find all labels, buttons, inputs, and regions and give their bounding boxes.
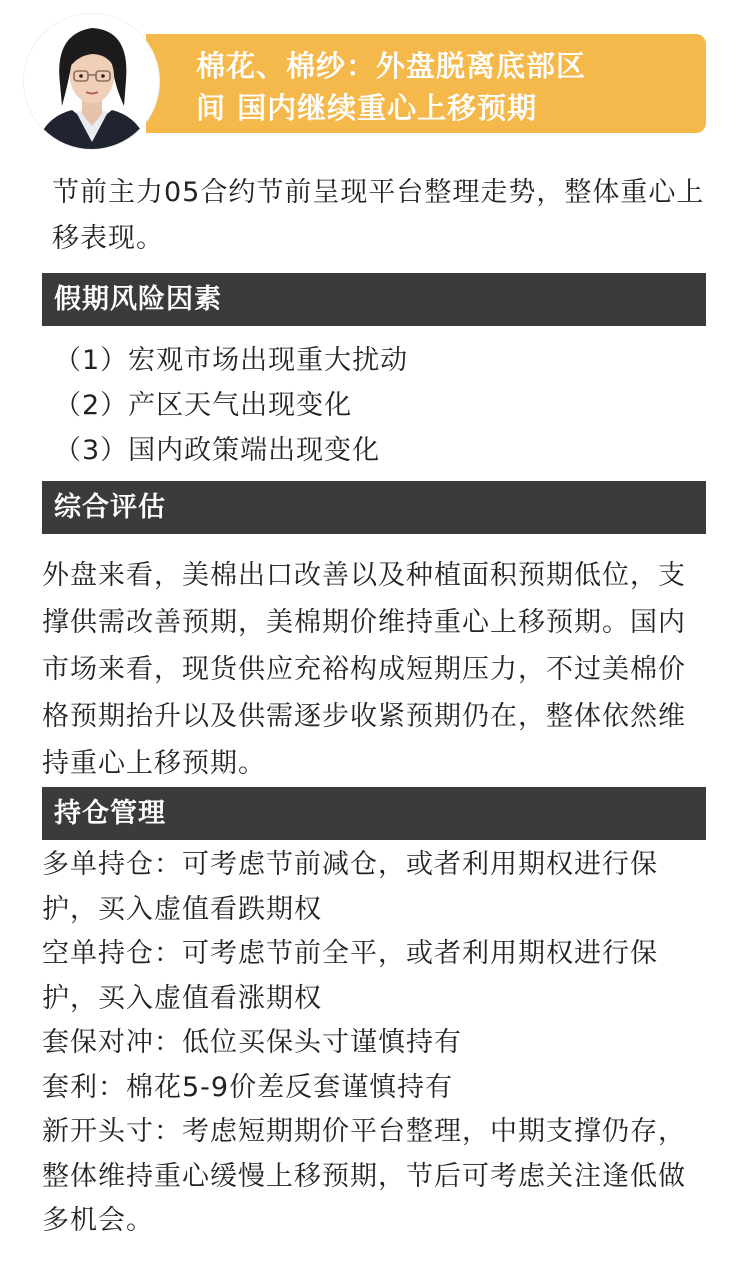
list-item: 套利：棉花5-9价差反套谨慎持有 <box>42 1071 454 1103</box>
analyst-portrait-icon <box>24 14 159 149</box>
list-item: 空单持仓：可考虑节前全平，或者利用期权进行保护，买入虚值看涨期权 <box>42 938 658 1014</box>
list-item: （2）产区天气出现变化 <box>54 390 353 421</box>
risk-list <box>54 338 408 473</box>
header <box>24 14 714 149</box>
title-banner <box>146 34 706 133</box>
title-line-2: 间 国内继续重心上移预期 <box>196 91 538 125</box>
list-item: 套保对冲：低位买保头寸谨慎持有 <box>42 1027 462 1058</box>
title-line-1: 棉花、棉纱：外盘脱离底部区 <box>196 49 587 83</box>
section-title-assessment: 综合评估 <box>42 481 706 534</box>
list-item: （1）宏观市场出现重大扰动 <box>54 345 409 376</box>
assessment-paragraph: 外盘来看，美棉出口改善以及种植面积预期低位，支撑供需改善预期，美棉期价维持重心上移预期。国内市场来看，现货供应充裕构成短期压力，不过美棉价格预期抬升以及供需逐步收紧预期仍在，整体依然维持重心上移预期。 <box>42 560 686 779</box>
position-list <box>42 843 710 1244</box>
list-item: 多单持仓：可考虑节前减仓，或者利用期权进行保护，买入虚值看跌期权 <box>42 849 658 925</box>
section-title-position: 持仓管理 <box>42 787 706 840</box>
intro-paragraph: 节前主力05合约节前呈现平台整理走势，整体重心上移表现。 <box>52 177 705 254</box>
avatar <box>24 14 159 149</box>
section-title-risk: 假期风险因素 <box>42 273 706 326</box>
list-item: 新开头寸：考虑短期期价平台整理，中期支撑仍存，整体维持重心缓慢上移预期，节后可考虑关注逢低做多机会。 <box>42 1116 686 1236</box>
list-item: （3）国内政策端出现变化 <box>54 435 381 466</box>
